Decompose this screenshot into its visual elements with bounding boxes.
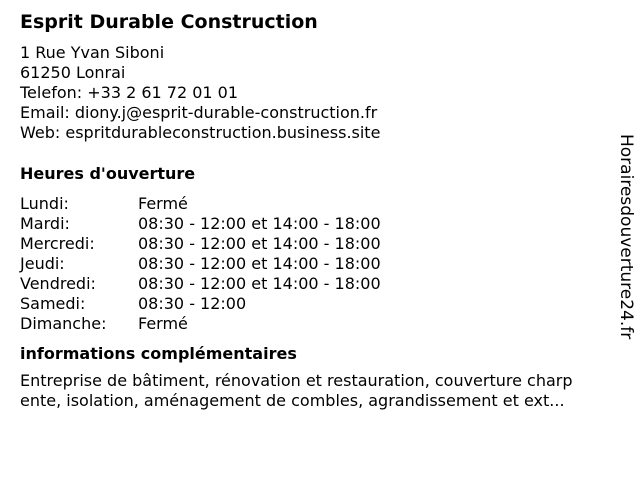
site-watermark: Horairesdouverture24.fr bbox=[616, 134, 636, 340]
website-url: Web: espritdurableconstruction.business.site bbox=[20, 123, 381, 142]
hours-row-monday bbox=[20, 194, 616, 214]
day-label: Mardi: bbox=[20, 214, 70, 233]
day-hours: 08:30 - 12:00 et 14:00 - 18:00 bbox=[138, 274, 381, 293]
day-hours: 08:30 - 12:00 et 14:00 - 18:00 bbox=[138, 234, 381, 253]
additional-info-heading: informations complémentaires bbox=[20, 344, 297, 363]
hours-row-thursday bbox=[20, 254, 616, 274]
day-hours: Fermé bbox=[138, 194, 188, 213]
city-address: 61250 Lonrai bbox=[20, 63, 126, 82]
day-label: Samedi: bbox=[20, 294, 86, 313]
day-hours: 08:30 - 12:00 bbox=[138, 294, 247, 313]
info-line: Entreprise de bâtiment, rénovation et restauration, couverture charp bbox=[20, 371, 573, 390]
day-hours: Fermé bbox=[138, 314, 188, 333]
day-hours: 08:30 - 12:00 et 14:00 - 18:00 bbox=[138, 214, 381, 233]
day-label: Vendredi: bbox=[20, 274, 96, 293]
opening-hours-table bbox=[20, 194, 616, 334]
hours-row-saturday bbox=[20, 294, 616, 314]
hours-row-friday bbox=[20, 274, 616, 294]
email-address: Email: diony.j@esprit-durable-construction.fr bbox=[20, 103, 378, 122]
phone-number: Telefon: +33 2 61 72 01 01 bbox=[20, 83, 239, 102]
day-label: Lundi: bbox=[20, 194, 69, 213]
contact-block bbox=[20, 43, 616, 143]
day-label: Mercredi: bbox=[20, 234, 95, 253]
business-name: Esprit Durable Construction bbox=[20, 11, 318, 33]
opening-hours-heading: Heures d'ouverture bbox=[20, 164, 196, 183]
hours-row-wednesday bbox=[20, 234, 616, 254]
street-address: 1 Rue Yvan Siboni bbox=[20, 43, 165, 62]
hours-row-tuesday bbox=[20, 214, 616, 234]
business-card bbox=[20, 10, 616, 411]
additional-info-text bbox=[20, 371, 616, 411]
hours-row-sunday bbox=[20, 314, 616, 334]
day-label: Dimanche: bbox=[20, 314, 107, 333]
info-line: ente, isolation, aménagement de combles, agrandissement et ext... bbox=[20, 391, 565, 410]
day-label: Jeudi: bbox=[20, 254, 65, 273]
day-hours: 08:30 - 12:00 et 14:00 - 18:00 bbox=[138, 254, 381, 273]
